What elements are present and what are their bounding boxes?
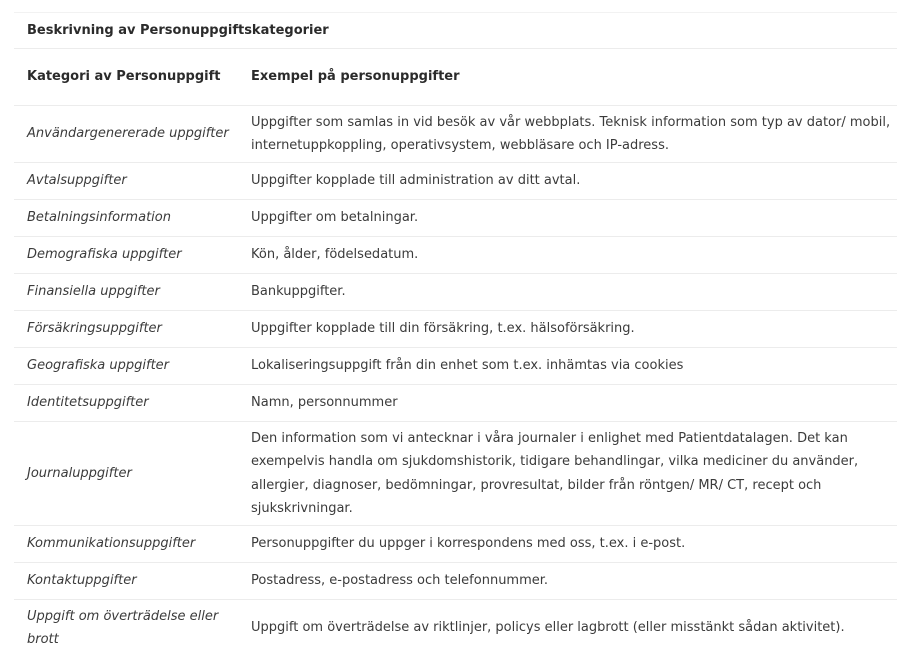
category-cell: Journaluppgifter	[14, 422, 239, 526]
table-row	[14, 526, 897, 563]
examples-cell: Uppgifter kopplade till administration av ditt avtal.	[239, 163, 897, 200]
header-category: Kategori av Personuppgift	[14, 49, 239, 106]
table-row	[14, 348, 897, 385]
table-row	[14, 237, 897, 274]
examples-cell: Personuppgifter du uppger i korrespondens med oss, t.ex. i e-post.	[239, 526, 897, 563]
table-row	[14, 600, 897, 657]
category-cell: Betalningsinformation	[14, 200, 239, 237]
category-cell: Försäkringsuppgifter	[14, 311, 239, 348]
table-row	[14, 563, 897, 600]
examples-cell: Uppgifter kopplade till din försäkring, t.ex. hälsoförsäkring.	[239, 311, 897, 348]
table-caption: Beskrivning av Personuppgiftskategorier	[14, 13, 897, 49]
table-body	[14, 106, 897, 657]
examples-cell: Lokaliseringsuppgift från din enhet som t.ex. inhämtas via cookies	[239, 348, 897, 385]
category-cell: Avtalsuppgifter	[14, 163, 239, 200]
examples-cell: Kön, ålder, födelsedatum.	[239, 237, 897, 274]
examples-cell: Uppgifter om betalningar.	[239, 200, 897, 237]
examples-cell: Namn, personnummer	[239, 385, 897, 422]
category-cell: Demografiska uppgifter	[14, 237, 239, 274]
table-row	[14, 422, 897, 526]
table-row	[14, 274, 897, 311]
examples-cell: Den information som vi antecknar i våra journaler i enlighet med Patientdatalagen. Det kan exempelvis handla om sjukdomshistorik, tidigare behandlingar, vilka mediciner du använder, allergier, diagnoser, bedömningar, provresultat, bilder från röntgen/ MR/ CT, recept och sjukskrivningar.	[239, 422, 897, 526]
table-header-row	[14, 49, 897, 106]
examples-cell: Bankuppgifter.	[239, 274, 897, 311]
table-row	[14, 163, 897, 200]
examples-cell: Postadress, e-postadress och telefonnummer.	[239, 563, 897, 600]
examples-cell: Uppgift om överträdelse av riktlinjer, policys eller lagbrott (eller misstänkt sådan aktivitet).	[239, 600, 897, 657]
table-row	[14, 311, 897, 348]
table-caption-row	[14, 13, 897, 49]
category-cell: Finansiella uppgifter	[14, 274, 239, 311]
examples-cell: Uppgifter som samlas in vid besök av vår webbplats. Teknisk information som typ av dator/ mobil, internetuppkoppling, operativsystem, webbläsare och IP-adress.	[239, 106, 897, 163]
table-row	[14, 385, 897, 422]
header-examples: Exempel på personuppgifter	[239, 49, 897, 106]
category-cell: Användargenererade uppgifter	[14, 106, 239, 163]
category-cell: Geografiska uppgifter	[14, 348, 239, 385]
category-cell: Kontaktuppgifter	[14, 563, 239, 600]
category-cell: Identitetsuppgifter	[14, 385, 239, 422]
table-row	[14, 200, 897, 237]
table-row	[14, 106, 897, 163]
category-cell: Uppgift om överträdelse eller brott	[14, 600, 239, 657]
category-cell: Kommunikationsuppgifter	[14, 526, 239, 563]
personal-data-categories-table	[14, 12, 897, 656]
